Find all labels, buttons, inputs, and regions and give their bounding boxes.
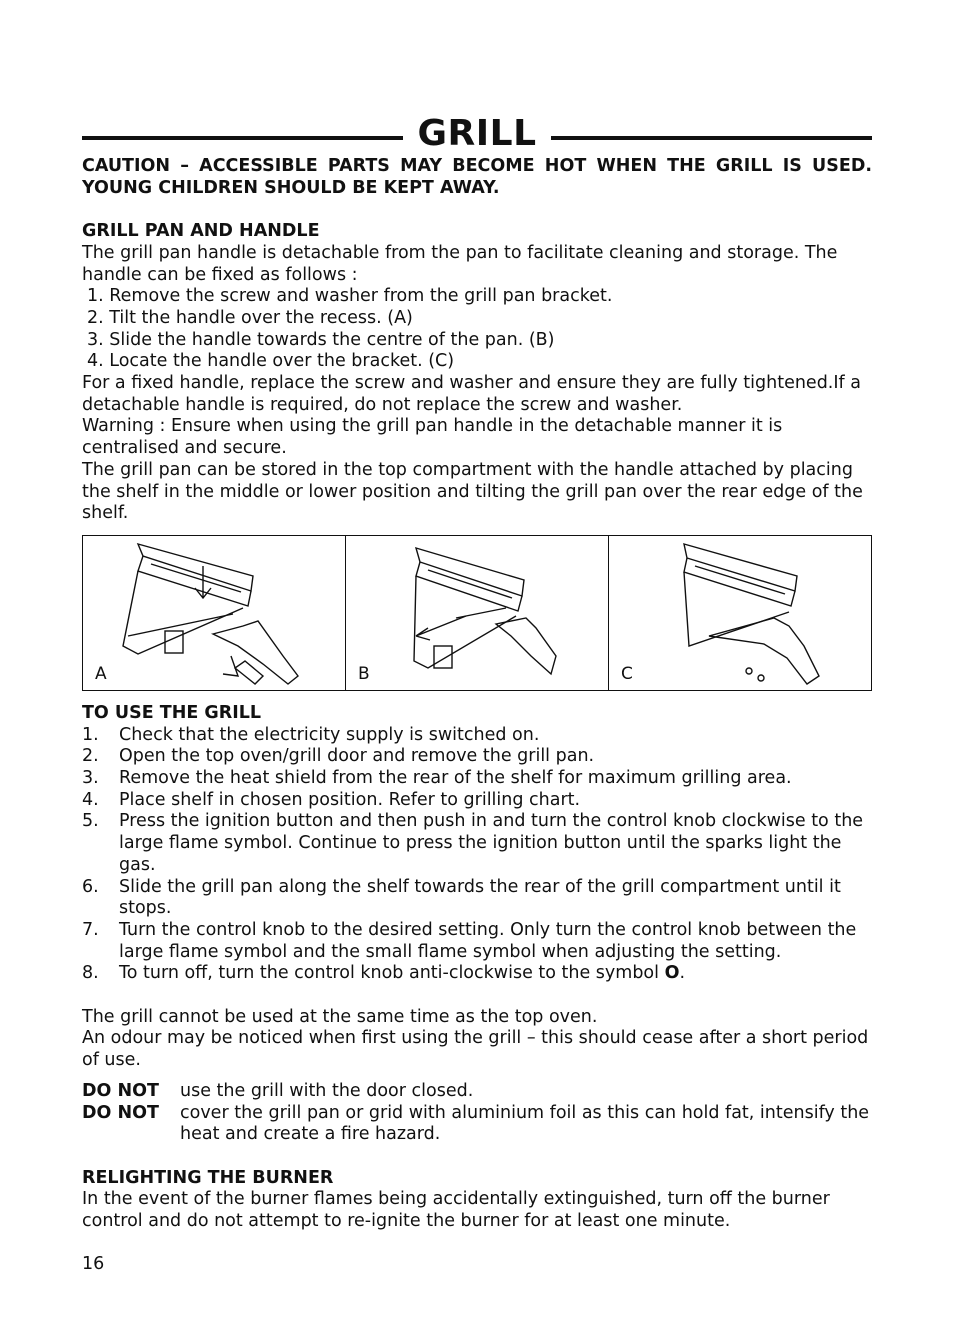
list-item: 3. Remove the heat shield from the rear of the shelf for maximum grilling area. (82, 768, 792, 789)
list-item: 1. Check that the electricity supply is switched on. (82, 724, 540, 745)
grill-pan-illustration-a (83, 536, 345, 690)
list-item: 3. Slide the handle towards the centre of the pan. (B) (87, 329, 555, 350)
page-content (82, 112, 872, 1233)
title-row (82, 112, 872, 156)
relight-heading: RELIGHTING THE BURNER (82, 1167, 334, 1188)
figure-c (609, 536, 871, 690)
list-item: 2. Open the top oven/grill door and remove the grill pan. (82, 746, 595, 767)
page-title: GRILL (417, 113, 537, 154)
pan-handle-storage: The grill pan can be stored in the top compartment with the handle attached by placing the shelf in the middle or lower position and tilting the grill pan over the rear edge of the shelf. (82, 459, 863, 524)
caution-text: CAUTION – ACCESSIBLE PARTS MAY BECOME HOT WHEN THE GRILL IS USED. YOUNG CHILDREN SHOULD BE KEPT AWAY. (82, 156, 872, 198)
use-grill-heading: TO USE THE GRILL (82, 702, 262, 723)
figure-b (346, 536, 609, 690)
do-not-item: DO NOT cover the grill pan or grid with aluminium foil as this can hold fat, intensify the heat and create a fire hazard. (82, 1102, 870, 1145)
title-rule-right (551, 136, 872, 140)
do-not-item: DO NOT use the grill with the door closed. (82, 1080, 474, 1101)
pan-handle-para1: For a fixed handle, replace the screw and washer and ensure they are fully tightened.If a detachable handle is required, do not replace the screw and washer. (82, 373, 861, 415)
pan-handle-warning: Warning : Ensure when using the grill pan handle in the detachable manner it is centralised and secure. (82, 416, 783, 459)
list-item: 4. Locate the handle over the bracket. (C) (87, 351, 455, 372)
pan-handle-heading: GRILL PAN AND HANDLE (82, 221, 320, 242)
list-item: 5. Press the ignition button and then push in and turn the control knob clockwise to the large flame symbol. Continue to press the ignition button until the sparks light the gas. (82, 811, 864, 875)
grill-pan-illustration-b (346, 536, 608, 690)
figure-label-a: A (95, 664, 107, 685)
page-number: 16 (82, 1254, 105, 1274)
title-rule-left (82, 136, 403, 140)
pan-handle-steps (82, 286, 872, 373)
handle-figures (82, 535, 872, 691)
pan-handle-intro: The grill pan handle is detachable from the pan to facilitate cleaning and storage. The handle can be fixed as follows : (82, 242, 838, 285)
relight-text: In the event of the burner flames being accidentally extinguished, turn off the burner control and do not attempt to re-ignite the burner for at least one minute. (82, 1189, 830, 1232)
use-grill-note1: The grill cannot be used at the same time as the top oven. (82, 1006, 598, 1027)
figure-label-b: B (358, 664, 370, 685)
use-grill-steps (82, 725, 872, 985)
use-grill-note2: An odour may be noticed when first using the grill – this should cease after a short period of use. (82, 1028, 869, 1071)
list-item: 6. Slide the grill pan along the shelf towards the rear of the grill compartment until it stops. (82, 876, 841, 919)
figure-label-c: C (621, 664, 633, 685)
list-item: 8. To turn off, turn the control knob anti-clockwise to the symbol O. (82, 963, 686, 984)
figure-a (83, 536, 346, 690)
list-item: 7. Turn the control knob to the desired setting. Only turn the control knob between the large flame symbol and the small flame symbol when adjusting the setting. (82, 919, 857, 962)
list-item: 1. Remove the screw and washer from the grill pan bracket. (87, 286, 613, 307)
list-item: 4. Place shelf in chosen position. Refer to grilling chart. (82, 789, 581, 810)
list-item: 2. Tilt the handle over the recess. (A) (87, 307, 413, 328)
grill-pan-illustration-c (609, 536, 871, 690)
